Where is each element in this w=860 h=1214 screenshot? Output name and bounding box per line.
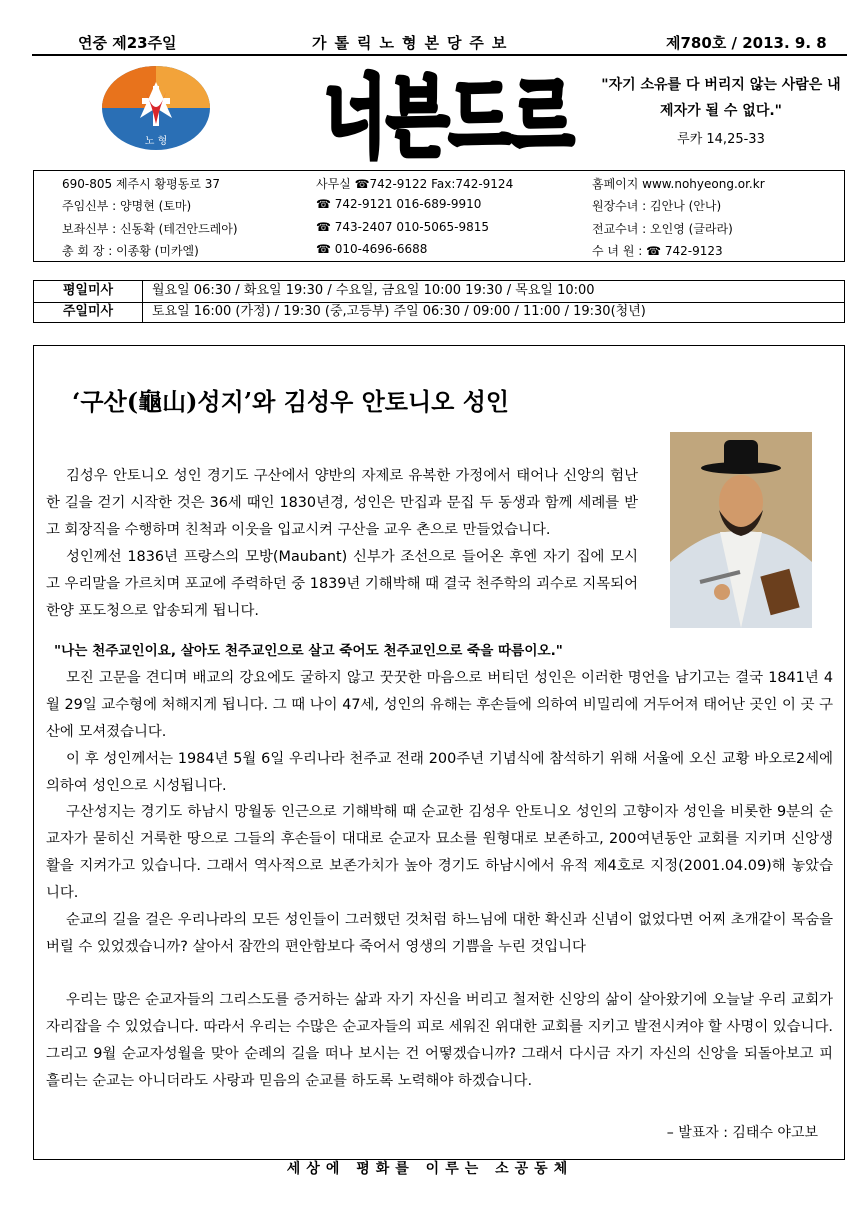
sunday-mass-row	[34, 302, 844, 323]
head-nun: 원장수녀 : 김안나 (안나)	[592, 199, 722, 213]
office-phone: 사무실 ☎742-9122 Fax:742-9124	[316, 177, 514, 191]
parish-logo	[100, 62, 212, 158]
article-section-1	[46, 463, 638, 625]
sunday-mass-times: 토요일 16:00 (가정) / 19:30 (중,고등부) 주일 06:30 / 09:00 / 11:00 / 19:30(청년)	[152, 304, 646, 319]
paragraph: 이 후 성인께서는 1984년 5월 6일 우리나라 천주교 전래 200주년 기념식에 참석하기 위해 서울에 오신 교황 바오로2세에 의하여 성인으로 시성됩니다.	[46, 751, 833, 794]
weekday-mass-label: 평일미사	[34, 281, 143, 302]
article-section-3	[46, 799, 833, 961]
saint-portrait	[670, 432, 812, 628]
logo-text: 노 형	[144, 136, 168, 147]
gospel-source: 루카 14,25-33	[677, 132, 765, 147]
publication-name: 가톨릭노형본당주보	[312, 34, 515, 52]
pastor-phone: ☎ 742-9121 016-689-9910	[316, 197, 482, 211]
council-president: 총 회 장 : 이종황 (미카엘)	[62, 244, 199, 258]
header-divider	[32, 54, 847, 56]
paragraph: 우리는 많은 순교자들의 그리스도를 증거하는 삶과 자기 자신을 버리고 철저한 신앙의 삶이 살아왔기에 오늘날 우리 교회가 자리잡을 수 있었습니다. 따라서 우리는 수많은 순교자들의 피로 세워진 위대한 교회를 지키고 발전시켜야 할 사명이 있습니다. 그리고 9월 순교자성월을 맞아 순례의 길을 떠나 보시는 건 어떻겠습니까? 그래서 다시금 자기 자신의 신앙을 되돌아보고 피 흘리는 순교는 아니더라도 사랑과 믿음의 순교를 하도록 노력해야 하겠습니다.	[46, 992, 833, 1089]
article-section-2	[46, 638, 833, 800]
assistant-priest: 보좌신부 : 신동확 (테건안드레아)	[62, 222, 238, 236]
presenter: – 발표자 : 김태수 야고보	[666, 1125, 818, 1141]
mass-schedule	[33, 280, 845, 323]
saint-quote: "나는 천주교인이요, 살아도 천주교인으로 살고 죽어도 천주교인으로 죽을 따름이오."	[54, 643, 563, 659]
paragraph: 성인께선 1836년 프랑스의 모방(Maubant) 신부가 조선으로 들어온 후엔 자기 집에 모시고 우리말을 가르치며 포교에 주력하던 중 1839년 기해박해 때 결국 천주학의 괴수로 지목되어 한양 포도청으로 압송되게 됩니다.	[46, 549, 638, 619]
paragraph: 순교의 길을 걸은 우리나라의 모든 성인들이 그러했던 것처럼 하느님에 대한 확신과 신념이 없었다면 어찌 초개같이 목숨을 버릴 수 있었겠습니까? 살아서 잠깐의 편안함보다 죽어서 영생의 기쁨을 누린 것입니다	[46, 912, 833, 955]
council-phone: ☎ 010-4696-6688	[316, 242, 428, 256]
week-label: 연중 제23주일	[78, 34, 177, 52]
paragraph: 모진 고문을 견디며 배교의 강요에도 굴하지 않고 꿋꿋한 마음으로 버티던 성인은 이러한 명언을 남기고는 결국 1841년 4월 29일 교수형에 처해지게 됩니다. 그 때 나이 47세, 성인의 유해는 후손들에 의하여 비밀리에 거두어져 태어난 곳인 이 곳 구산에 모셔졌습니다.	[46, 670, 833, 740]
footer-motto: 세상에 평화를 이루는 소공동체	[286, 1161, 574, 1177]
sunday-mass-label: 주일미사	[34, 302, 143, 323]
svg-text:너븐드르: 너븐드르	[324, 66, 574, 169]
article-box	[33, 345, 845, 1160]
homepage: 홈페이지 www.nohyeong.or.kr	[592, 177, 765, 191]
article-title: ‘구산(龜山)성지’와 김성우 안토니오 성인	[72, 387, 510, 416]
assistant-phone: ☎ 743-2407 010-5065-9815	[316, 220, 489, 234]
article-section-4	[46, 987, 833, 1095]
convent-phone: 수 녀 원 : ☎ 742-9123	[592, 244, 723, 258]
gospel-quote: "자기 소유를 다 버리지 않는 사람은 내 제자가 될 수 없다."	[601, 77, 841, 119]
evangel-nun: 전교수녀 : 오인영 (글라라)	[592, 222, 733, 236]
paragraph: 구산성지는 경기도 하남시 망월동 인근으로 기해박해 때 순교한 김성우 안토니오 성인의 고향이자 성인을 비롯한 9분의 순교자가 묻히신 거룩한 땅으로 그들의 후손들이 대대로 순교자 묘소를 원형대로 보존하고, 200여년동안 교회를 지키며 신앙생활을 지켜가고 있습니다. 그래서 역사적으로 보존가치가 높아 경기도 하남시에서 유적 제4호로 지정(2001.04.09)해 놓았습니다.	[46, 804, 833, 901]
weekday-mass-times: 월요일 06:30 / 화요일 19:30 / 수요일, 금요일 10:00 19:30 / 목요일 10:00	[152, 283, 595, 298]
address: 690-805 제주시 황평동로 37	[62, 177, 220, 191]
newsletter-title	[318, 62, 580, 169]
parish-info-box	[33, 170, 845, 262]
pastor: 주임신부 : 양명현 (토마)	[62, 199, 192, 213]
paragraph: 김성우 안토니오 성인 경기도 구산에서 양반의 자제로 유복한 가정에서 태어나 신앙의 험난한 길을 걷기 시작한 것은 36세 때인 1830년경, 성인은 만집과 문집 두 동생과 함께 세례를 받고 회장직을 수행하며 친척과 이웃을 입교시켜 구산을 교우 촌으로 만들었습니다.	[46, 468, 638, 538]
weekday-mass-row	[34, 281, 844, 303]
issue-number: 제780호 / 2013. 9. 8	[666, 34, 827, 52]
